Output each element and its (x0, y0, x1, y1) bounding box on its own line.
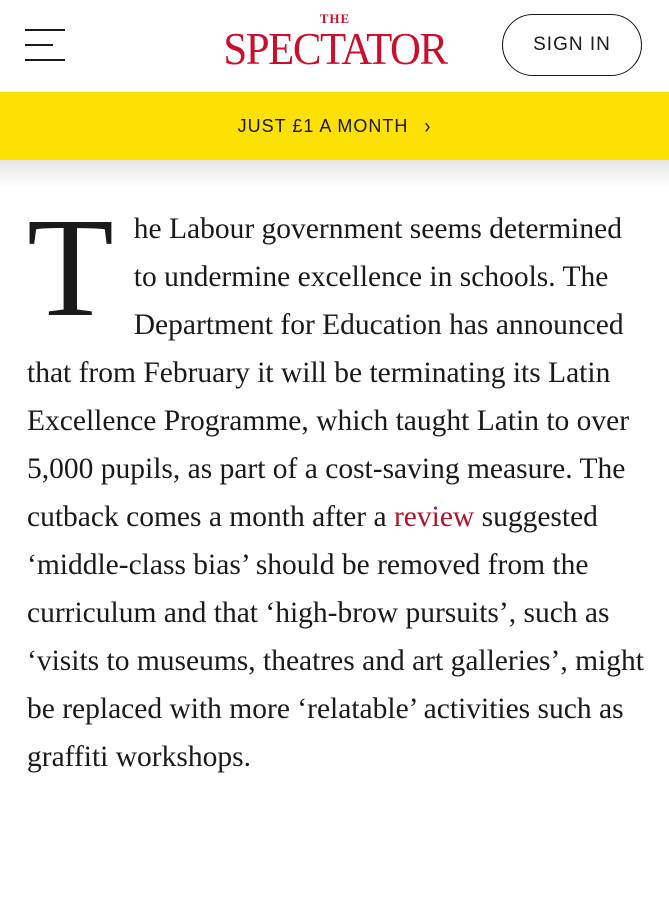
menu-line (25, 59, 65, 61)
menu-line (25, 44, 53, 46)
article-body (27, 188, 647, 781)
logo-the-text: THE (319, 11, 351, 26)
article-text: he Labour government seems determined to undermine excellence in schools. The Department for Education has announced that from February it will be terminating its Latin Excellence Programme, which taught Latin to over 5,000 pupils, as part of a cost-saving measure. The cutback comes a month after a (27, 213, 630, 533)
menu-line (25, 29, 65, 31)
spectator-logo[interactable] (210, 12, 460, 78)
logo-main-text: SPECTATOR (223, 23, 447, 74)
drop-cap: T (27, 188, 114, 346)
sign-in-button[interactable]: SIGN IN (502, 14, 642, 76)
chevron-right-icon: › (424, 113, 432, 138)
site-header (0, 0, 669, 92)
subscription-promo-banner[interactable] (0, 92, 669, 160)
article-text-continued: suggested ‘middle-class bias’ should be removed from the curriculum and that ‘high-brow pursuits’, such as ‘visits to museums, theatres and art galleries’, might be replaced with more ‘relatable’ activities such as graffiti workshops. (27, 501, 644, 773)
banner-shadow (0, 160, 669, 188)
article-paragraph (27, 188, 647, 781)
hamburger-menu-icon[interactable] (25, 26, 69, 64)
review-link[interactable]: review (393, 501, 475, 533)
promo-label: JUST £1 A MONTH (237, 115, 409, 136)
